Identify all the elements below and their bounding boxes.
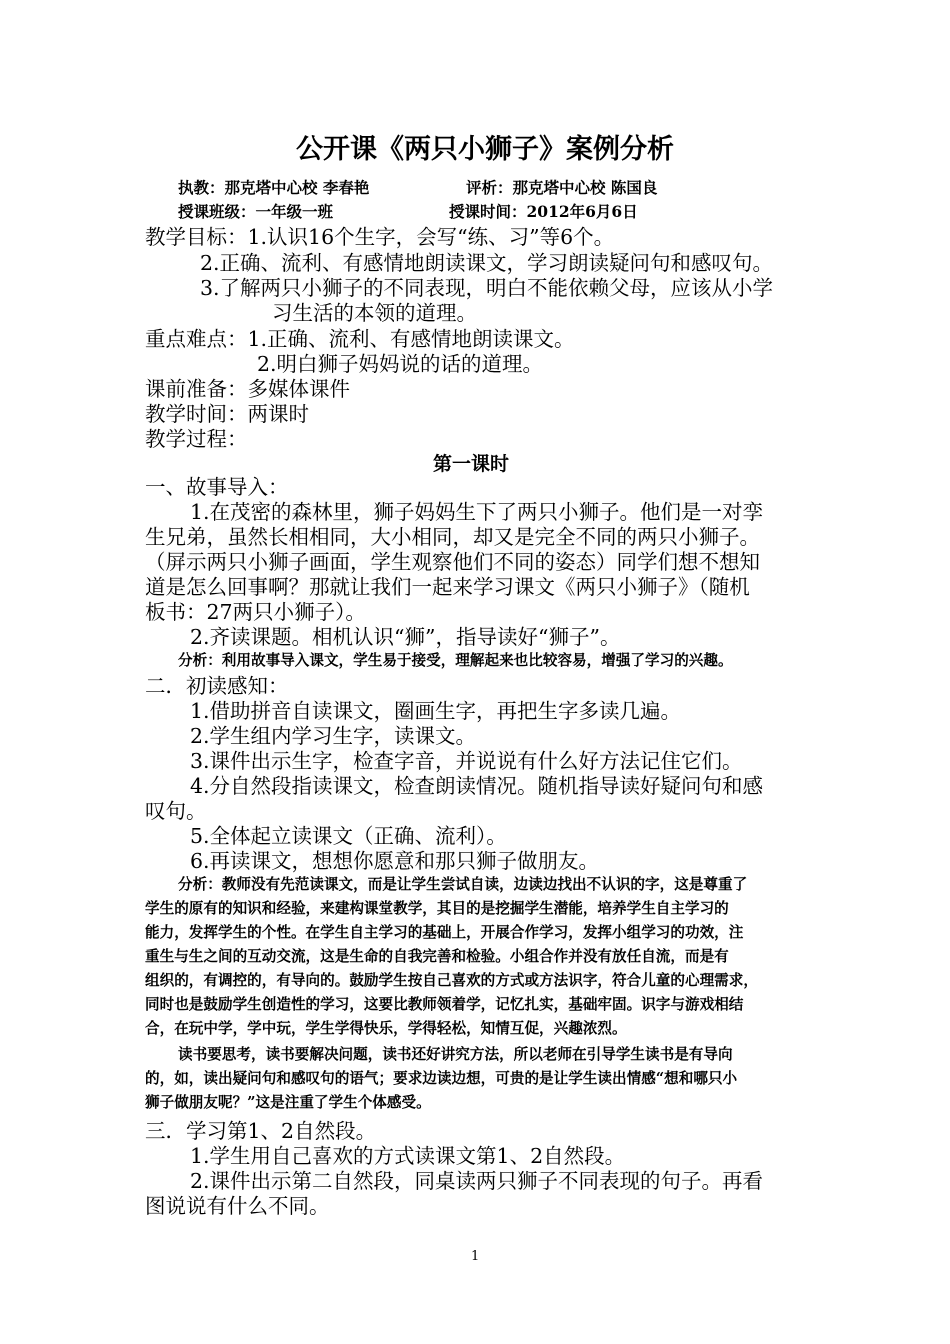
teacher-info: 执教：那克塔中心校 李春艳 [178,178,370,197]
part2-line: 叹句。 [145,799,207,823]
part2-analysis-line: 学生的原有的知识和经验，来建构课堂教学，其目的是挖掘学生潜能，培养学生自主学习的 [145,900,729,917]
part2-analysis-line: 的，如，读出疑问句和感叹句的语气；要求边读边想，可贵的是让学生读出情感“想和哪只小 [145,1070,738,1087]
key-points-line-2: 2.明白狮子妈妈说的话的道理。 [257,352,544,376]
part1-line: 1.在茂密的森林里，狮子妈妈生下了两只小狮子。他们是一对孪 [190,500,764,524]
part2-line: 1.借助拼音自读课文，圈画生字，再把生字多读几遍。 [190,699,682,723]
part2-line: 2.学生组内学习生字，读课文。 [190,724,477,748]
part3-heading: 三．学习第1、2自然段。 [145,1119,377,1143]
time-line: 教学时间：两课时 [145,402,309,426]
part2-analysis-line: 狮子做朋友呢？”这是注重了学生个体感受。 [145,1094,431,1111]
page-title: 公开课《两只小狮子》案例分析 [296,134,674,165]
part2-heading: 二．初读感知： [145,674,289,698]
part1-line: （屏示两只小狮子画面，学生观察他们不同的姿态）同学们想不想知 [145,550,760,574]
part1-line: 道是怎么回事啊？那就让我们一起来学习课文《两只小狮子》（随机 [145,575,750,599]
part1-analysis: 分析：利用故事导入课文，学生易于接受，理解起来也比较容易，增强了学习的兴趣。 [178,652,733,669]
part3-line: 2.课件出示第二自然段，同桌读两只狮子不同表现的句子。再看 [190,1169,764,1193]
goals-line-1: 教学目标：1.认识16个生字，会写“练、习”等6个。 [145,225,615,249]
part2-analysis-line: 读书要思考，读书要解决问题，读书还好讲究方法，所以老师在引导学生读书是有导向 [178,1046,733,1063]
section-title: 第一课时 [433,453,510,475]
prep-line: 课前准备：多媒体课件 [145,377,350,401]
date-info: 授课时间：2012年6月6日 [449,202,638,221]
part2-line: 3.课件出示生字，检查字音，并说说有什么好方法记住它们。 [190,749,743,773]
page-number: 1 [471,1249,480,1264]
part2-line: 6.再读课文，想想你愿意和那只狮子做朋友。 [190,849,600,873]
part1-heading: 一、故事导入： [145,475,289,499]
part3-line: 1.学生用自己喜欢的方式读课文第1、2自然段。 [190,1144,626,1168]
class-info: 授课班级：一年级一班 [178,202,334,221]
part2-analysis-line: 重生与生之间的互动交流，这是生命的自我完善和检验。小组合作并没有放任自流，而是有 [145,948,729,965]
part2-analysis-line: 合，在玩中学，学中玩，学生学得快乐，学得轻松，知情互促，兴趣浓烈。 [145,1020,627,1037]
goals-line-3: 3.了解两只小狮子的不同表现，明白不能依赖父母，应该从小学 [200,276,774,300]
part2-analysis-line: 能力，发挥学生的个性。在学生自主学习的基础上，开展合作学习，发挥小组学习的功效，注 [145,924,744,941]
part1-line: 2.齐读课题。相机认识“狮”，指导读好“狮子”。 [190,625,621,649]
part2-analysis-line: 分析：教师没有先范读课文，而是让学生尝试自读，边读边找出不认识的字，这是尊重了 [178,876,748,893]
part2-analysis-line: 同时也是鼓励学生创造性的学习，这要比教师领着学，记忆扎实，基础牢固。识字与游戏相结 [145,996,744,1013]
goals-line-4: 习生活的本领的道理。 [272,301,477,325]
goals-line-2: 2.正确、流利、有感情地朗读课文，学习朗读疑问句和感叹句。 [200,251,774,275]
reviewer-info: 评析：那克塔中心校 陈国良 [466,178,658,197]
part2-analysis-line: 组织的，有调控的，有导向的。鼓励学生按自己喜欢的方式或方法识字，符合儿童的心理需求， [145,972,758,989]
part1-line: 板书：27两只小狮子）。 [145,600,366,624]
part1-line: 生兄弟，虽然长相相同，大小相同，却又是完全不同的两只小狮子。 [145,525,760,549]
part3-line: 图说说有什么不同。 [145,1194,330,1218]
part2-line: 5.全体起立读课文（正确、流利）。 [190,824,507,848]
process-line: 教学过程： [145,427,248,451]
key-points-line-1: 重点难点：1.正确、流利、有感情地朗读课文。 [145,327,575,351]
part2-line: 4.分自然段指读课文，检查朗读情况。随机指导读好疑问句和感 [190,774,764,798]
